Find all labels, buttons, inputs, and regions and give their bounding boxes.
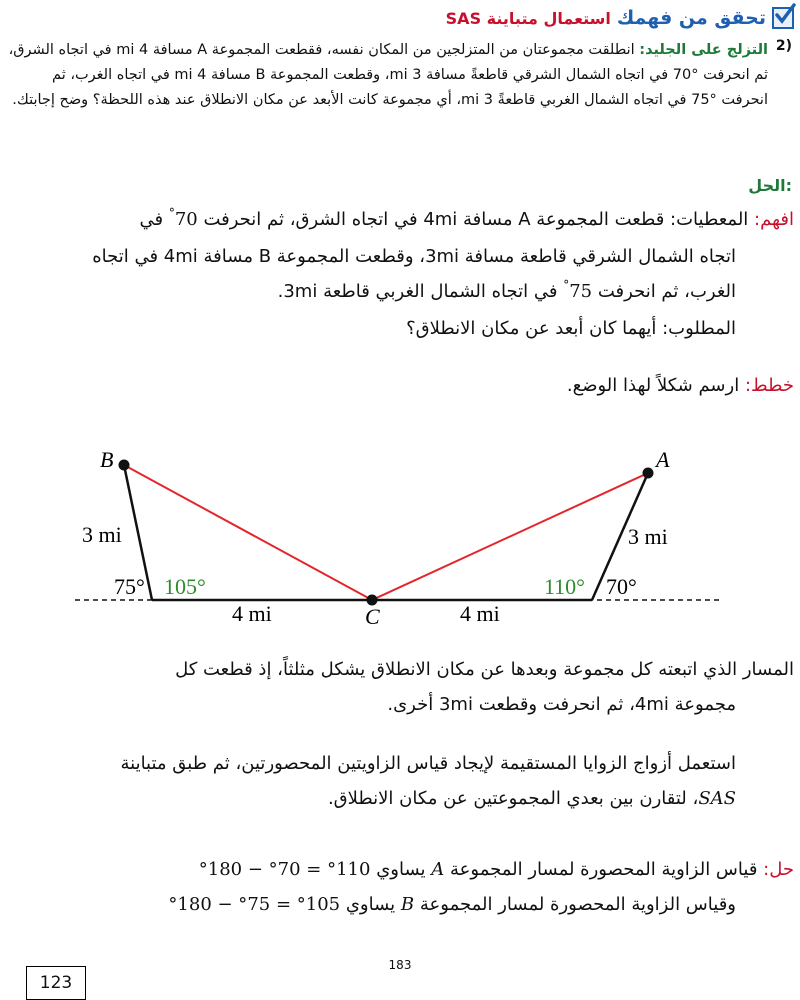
understand-line-2: اتجاه الشمال الشرقي قاطعة مسافة 3mi، وقطعت المجموعة B مسافة 4mi في اتجاه	[92, 246, 736, 267]
label-side-b: 3 mi	[82, 522, 122, 547]
explanation-paragraph-2: استعمل أزواج الزوايا المستقيمة لإيجاد قياس الزاويتين المحصورتين، ثم طبق متباينة SAS، لتقارن بين بعدي المجموعتين عن مكان الانطلاق.	[120, 753, 736, 809]
solve-line-1: حل: قياس الزاوية المحصورة لمسار المجموعة A يساوي 110° = 70° − 180°	[198, 859, 794, 880]
lesson-header	[446, 2, 794, 34]
understand-line-4: المطلوب: أيهما كان أبعد عن مكان الانطلاق؟	[406, 318, 736, 339]
angle-b-inner: 105°	[164, 574, 206, 599]
page-box-number: 123	[26, 966, 86, 1000]
plan-text: ارسم شكلاً لهذا الوضع.	[566, 375, 740, 396]
label-c: C	[365, 604, 380, 629]
understand-line-1: افهم: المعطيات: قطعت المجموعة A مسافة 4mi في اتجاه الشرق، ثم انحرفت 70° في	[139, 206, 794, 230]
solve-line-2: وقياس الزاوية المحصورة لمسار المجموعة B يساوي 105° = 75° − 180°	[168, 894, 736, 915]
solve-label: حل:	[763, 859, 794, 880]
problem-statement	[6, 38, 768, 113]
angle-a-inner: 110°	[544, 574, 585, 599]
understand-line-3: الغرب، ثم انحرفت 75° في اتجاه الشمال الغربي قاطعة 3mi.	[277, 278, 736, 302]
label-base-left: 4 mi	[232, 601, 272, 626]
point-b	[119, 460, 130, 471]
problem-text: انطلقت مجموعتان من المتزلجين من المكان نفسه، فقطعت المجموعة A مسافة 4 mi في اتجاه الشرق، ثم انحرفت °70 في اتجاه الشمال الشرقي قاطعةً مسافة 3 mi، وقطعت المجموعة B مسافة 4 mi في اتجاه الغرب، ثم انحرفت °75 في اتجاه الشمال الغربي قاطعةً 3 mi، أي مجموعة كانت الأبعد عن مكان الانطلاق عند هذه اللحظة؟ وضح إجابتك.	[8, 42, 768, 108]
problem-label: التزلج على الجليد:	[639, 42, 768, 58]
label-b: B	[100, 447, 114, 472]
header-subtitle: استعمال متباينة SAS	[445, 8, 611, 28]
header-title: تحقق من فهمك	[616, 7, 766, 29]
check-mark-icon	[772, 7, 794, 29]
point-a	[643, 468, 654, 479]
plan-section	[2, 368, 794, 403]
label-base-right: 4 mi	[460, 601, 500, 626]
solution-label: الحل:	[748, 176, 792, 195]
distance-line-b	[124, 465, 372, 600]
problem-number: 2)	[775, 38, 792, 54]
label-a: A	[656, 447, 670, 472]
understand-label: افهم:	[754, 209, 794, 230]
solve-section	[2, 852, 794, 922]
triangle-diagram	[60, 440, 740, 640]
angle-a-outer: 70°	[606, 574, 637, 599]
label-side-a: 3 mi	[628, 524, 668, 549]
page-number: 183	[388, 958, 412, 972]
plan-label: خطط:	[744, 375, 794, 396]
angle-b-outer: 75°	[114, 574, 145, 599]
understand-section	[2, 202, 794, 346]
explanation-paragraph-1: المسار الذي اتبعته كل مجموعة وبعدها عن مكان الانطلاق يشكل مثلثاً، إذ قطعت كل مجموعة 4mi، ثم انحرفت وقطعت 3mi أخرى.	[175, 659, 794, 715]
